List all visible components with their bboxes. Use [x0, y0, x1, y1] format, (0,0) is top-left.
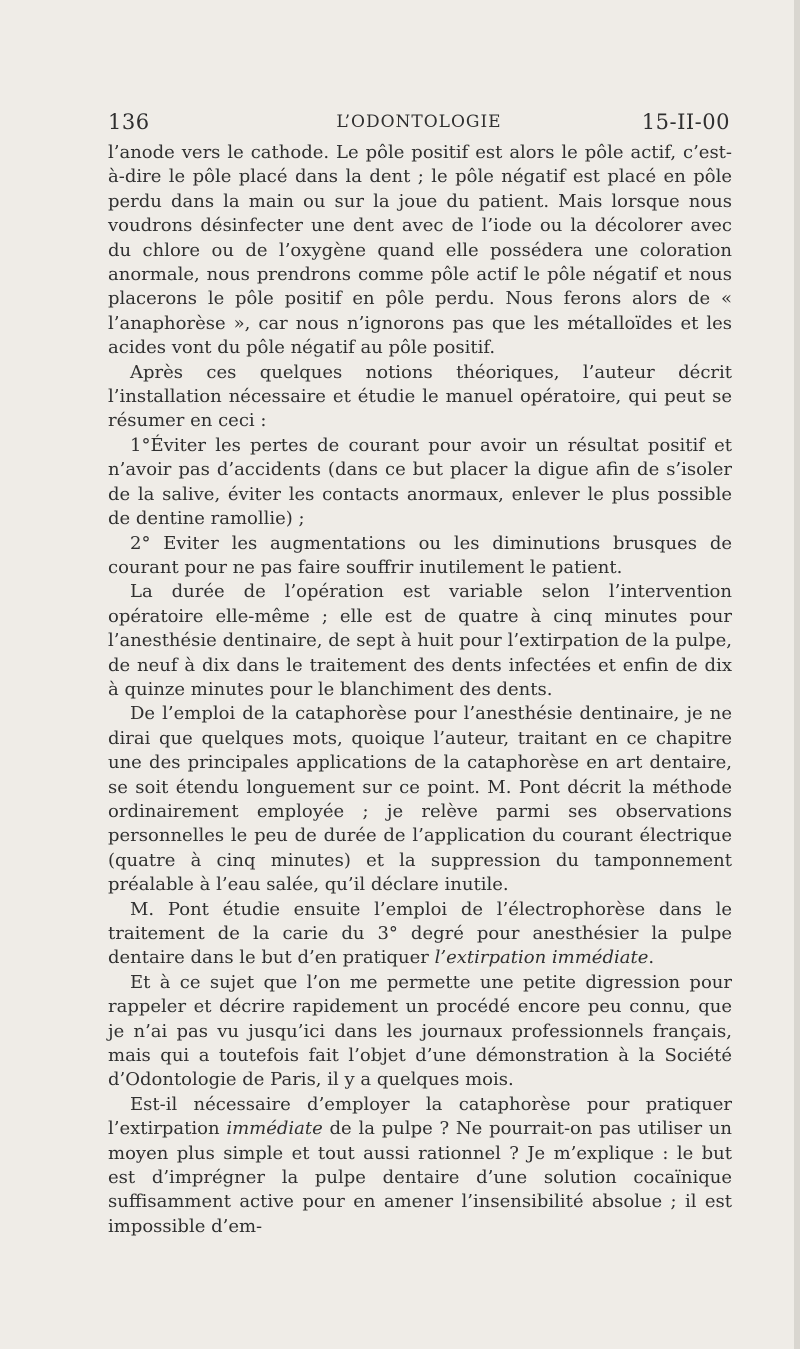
paragraph	[108, 1093, 732, 1239]
paragraph: De l’emploi de la cataphorèse pour l’anesthésie dentinaire, je ne dirai que quelques mots, quoique l’auteur, traitant en ce chapitre une des principales applications de la cataphorèse en art dentaire, se soit étendu longuement sur ce point. M. Pont décrit la méthode ordinairement employée ; je relève parmi ses observations personnelles le peu de durée de l’application du courant électrique (quatre à cinq minutes) et la suppression du tamponnement préalable à l’eau salée, qu’il déclare inutile.	[108, 703, 732, 896]
issue-date: 15-II-00	[641, 110, 730, 134]
italic-term: immédiate	[226, 1118, 323, 1140]
paragraph	[108, 898, 732, 971]
paragraph: La durée de l’opération est variable selon l’intervention opératoire elle-même ; elle est de quatre à cinq minutes pour l’anesthésie dentinaire, de sept à huit pour l’extirpation de la pulpe, de neuf à dix dans le traitement des dents infectées et enfin de dix à quinze minutes pour le blanchiment des dents.	[108, 581, 732, 700]
paragraph: Et à ce sujet que l’on me permette une petite digression pour rappeler et décrire rapidement un procédé encore peu connu, que je n’ai pas vu jusqu’ici dans les journaux professionnels français, mais qui a toutefois fait l’objet d’une démonstration à la Société d’Odontologie de Paris, il y a quelques mois.	[108, 971, 732, 1091]
paragraph: Après ces quelques notions théoriques, l’auteur décrit l’installation nécessaire et étudie le manuel opératoire, qui peut se résumer en ceci :	[108, 361, 732, 432]
paragraph-text: .	[648, 947, 655, 969]
paragraph: 1°Éviter les pertes de courant pour avoir un résultat positif et n’avoir pas d’accidents (dans ce but placer la digue afin de s’isoler de la salive, éviter les contacts anormaux, enlever le plus possible de dentine ramollie) ;	[108, 434, 732, 530]
running-header	[108, 110, 730, 140]
paragraph-text: Est-il nécessaire d’employer la cataphorèse pour pratiquer l’extirpation	[108, 1093, 732, 1140]
paragraph-text: M. Pont étudie ensuite l’emploi de l’électrophorèse dans le traitement de la carie du 3° degré pour anesthésier la pulpe dentaire dans le but d’en pratiquer	[108, 898, 732, 969]
italic-term: l’extirpation immédiate	[434, 947, 649, 969]
page-edge	[794, 0, 800, 1349]
journal-title: L’ODONTOLOGIE	[336, 112, 502, 132]
paragraph: 2° Eviter les augmentations ou les diminutions brusques de courant pour ne pas faire souffrir inutilement le patient.	[108, 532, 732, 578]
article-body	[108, 141, 732, 1239]
page-number: 136	[108, 110, 150, 134]
paragraph-text: de la pulpe ? Ne pourrait-on pas utiliser un moyen plus simple et tout aussi rationnel ? Je m’explique : le but est d’imprégner la pulpe dentaire d’une solution cocaïnique suffisamment active pour en amener l’insensibilité absolue ; il est impossible d’em-	[108, 1118, 732, 1237]
paragraph: l’anode vers le cathode. Le pôle positif est alors le pôle actif, c’est-à-dire le pôle placé dans la dent ; le pôle négatif est placé en pôle perdu dans la main ou sur la joue du patient. Mais lorsque nous voudrons désinfecter une dent avec de l’iode ou la décolorer avec du chlore ou de l’oxygène quand elle possédera une coloration anormale, nous prendrons comme pôle actif le pôle négatif et nous placerons le pôle positif en pôle perdu. Nous ferons alors de « l’anaphorèse », car nous n’ignorons pas que les métalloïdes et les acides vont du pôle négatif au pôle positif.	[108, 142, 732, 359]
